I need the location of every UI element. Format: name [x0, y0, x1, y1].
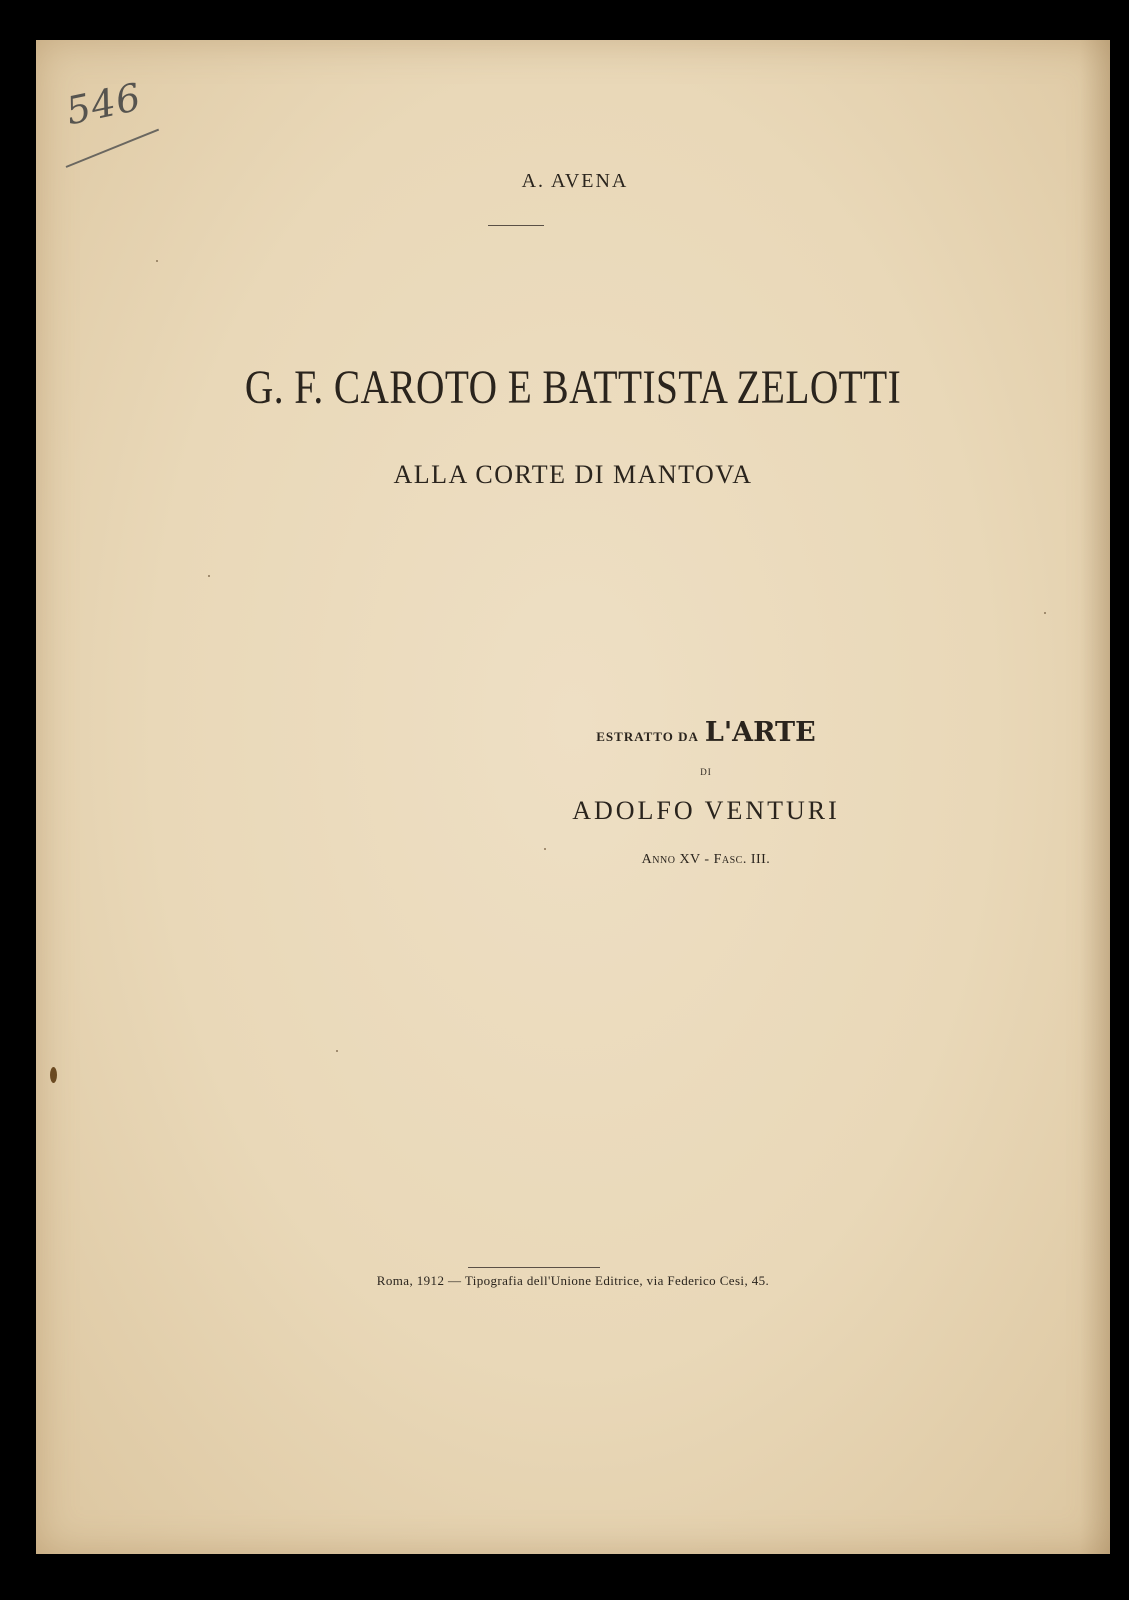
handwritten-underline	[66, 129, 159, 168]
page-edge-shadow	[1080, 40, 1110, 1554]
paper-speck	[336, 1050, 338, 1052]
extract-source-line	[556, 717, 856, 748]
paper-stain	[50, 1067, 57, 1083]
extract-prefix: ESTRATTO DA	[596, 729, 699, 744]
imprint-divider	[468, 1267, 600, 1268]
document-title: G. F. CAROTO E BATTISTA ZELOTTI	[244, 361, 902, 414]
paper-speck	[544, 848, 546, 850]
journal-editor: ADOLFO VENTURI	[572, 796, 840, 825]
extract-connector: DI	[700, 767, 712, 777]
paper-speck	[1044, 612, 1046, 614]
author-divider	[488, 225, 544, 226]
publication-imprint: Roma, 1912 — Tipografia dell'Unione Editrice, via Federico Cesi, 45.	[376, 1273, 770, 1288]
journal-issue: Anno XV - Fasc. III.	[641, 852, 771, 867]
author-name: A. AVENA	[521, 170, 629, 192]
handwritten-catalog-number: 546	[62, 74, 146, 134]
journal-name: L'ARTE	[704, 717, 816, 748]
paper-speck	[208, 575, 210, 577]
document-page	[36, 40, 1110, 1554]
document-subtitle: ALLA CORTE DI MANTOVA	[393, 460, 753, 489]
paper-speck	[156, 260, 158, 262]
